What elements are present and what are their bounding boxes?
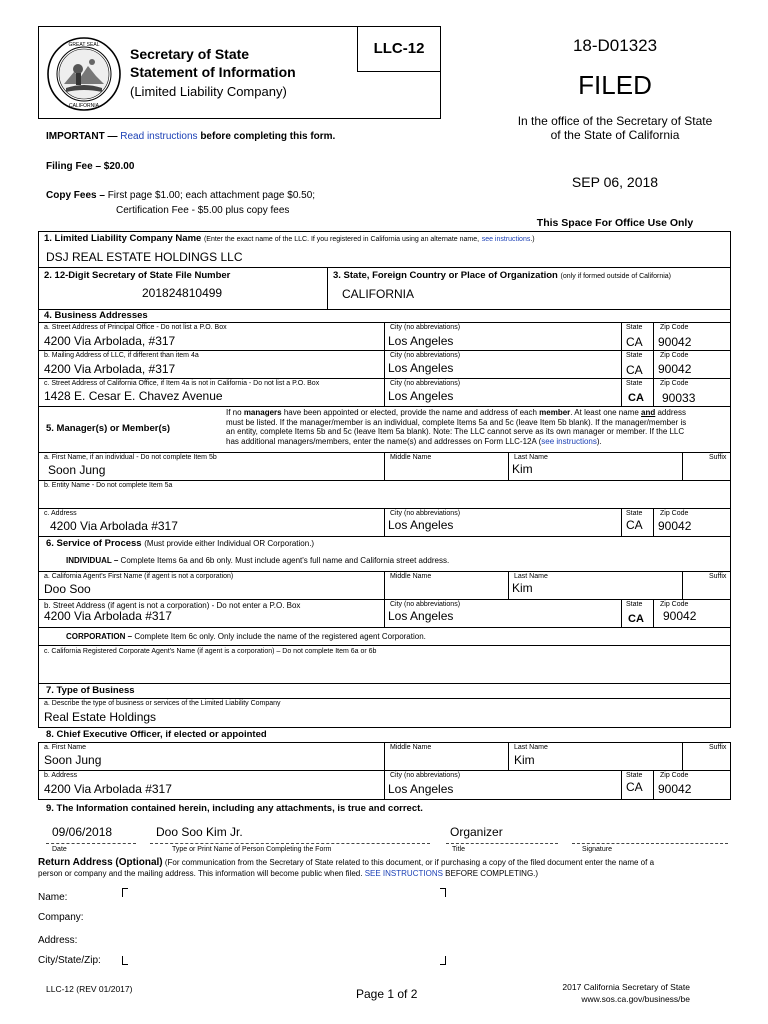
s6-corp-line bbox=[38, 627, 730, 628]
s9-date-underline bbox=[46, 843, 136, 844]
return-text1: (For communication from the Secretary of State related to this document, or if purchasing a copy of the filed document enter the name of a bbox=[164, 858, 655, 867]
s4a-zip-label: Zip Code bbox=[660, 324, 689, 331]
s5a-suffix-label: Suffix bbox=[709, 454, 727, 461]
s6b-zip-divider bbox=[653, 599, 654, 627]
s4b-city[interactable]: Los Angeles bbox=[388, 361, 454, 375]
important-suffix: before completing this form. bbox=[200, 131, 336, 142]
office-use-label: This Space For Office Use Only bbox=[536, 217, 694, 229]
s4a-city[interactable]: Los Angeles bbox=[388, 334, 454, 348]
filed-stamp: FILED bbox=[578, 70, 652, 100]
s5c-state-label: State bbox=[626, 510, 643, 517]
s5c-street[interactable]: 4200 Via Arbolada #317 bbox=[50, 519, 178, 533]
s5-top-line bbox=[38, 406, 730, 407]
s3-label: 3. State, Foreign Country or Place of Organization bbox=[333, 270, 558, 281]
return-address-label: Address: bbox=[38, 935, 78, 946]
s5-note-and: and bbox=[641, 408, 656, 417]
office-line2: of the State of California bbox=[550, 128, 680, 142]
return-address-block bbox=[38, 858, 728, 879]
s4c-city-label: City (no abbreviations) bbox=[390, 380, 461, 387]
s4b-state[interactable]: CA bbox=[626, 363, 643, 377]
s6-corporation-line bbox=[66, 632, 426, 641]
s6a-last-label: Last Name bbox=[514, 573, 548, 580]
s5-see-instructions-link[interactable]: see instructions bbox=[541, 436, 597, 446]
s1-note: (Enter the exact name of the LLC. If you registered in California using an alternate name, bbox=[203, 236, 480, 243]
s5-note-member: member bbox=[539, 408, 571, 417]
s8b-label: b. Address bbox=[44, 772, 78, 779]
important-line bbox=[46, 131, 335, 142]
s6-note: (Must provide either Individual OR Corporation.) bbox=[144, 539, 315, 548]
s6-top-line bbox=[38, 536, 730, 537]
s8b-city[interactable]: Los Angeles bbox=[388, 782, 454, 796]
s6a-middle-label: Middle Name bbox=[390, 573, 432, 580]
s5a-label: a. First Name, if an individual - Do not complete Item 5b bbox=[44, 454, 217, 461]
s5c-city-label: City (no abbreviations) bbox=[390, 510, 461, 517]
s9-name-underline bbox=[150, 843, 430, 844]
s4c-street[interactable]: 1428 E. Cesar E. Chavez Avenue bbox=[44, 389, 223, 403]
s5a-last-divider bbox=[508, 452, 509, 480]
s6b-state[interactable]: CA bbox=[628, 613, 644, 625]
svg-text:GREAT SEAL: GREAT SEAL bbox=[68, 42, 100, 48]
s6a-middle-divider bbox=[384, 571, 385, 599]
s7a-business-type[interactable]: Real Estate Holdings bbox=[44, 710, 157, 724]
title-line1: Secretary of State bbox=[130, 46, 250, 62]
s8a-suffix-label: Suffix bbox=[709, 744, 727, 751]
return-address-fields[interactable] bbox=[122, 888, 448, 968]
s9-title[interactable]: Organizer bbox=[450, 825, 503, 839]
filed-date: SEP 06, 2018 bbox=[571, 174, 659, 190]
s4c-label: c. Street Address of California Office, if Item 4a is not in California - Do not list a P.O. Box bbox=[44, 380, 320, 387]
s5c-state-divider bbox=[621, 508, 622, 536]
s4a-city-label: City (no abbreviations) bbox=[390, 324, 461, 331]
cert-fee: Certification Fee - $5.00 plus copy fees bbox=[116, 205, 290, 216]
s6-label-line bbox=[46, 538, 314, 549]
title-line2: Statement of Information bbox=[130, 64, 296, 80]
s5c-zip-divider bbox=[653, 508, 654, 536]
s9-name[interactable]: Doo Soo Kim Jr. bbox=[156, 825, 243, 839]
file-number: 18-D01323 bbox=[572, 36, 658, 55]
s6b-state-label: State bbox=[626, 601, 643, 608]
s8b-state-label: State bbox=[626, 772, 643, 779]
s4c-state-label: State bbox=[626, 380, 643, 387]
svg-text:CALIFORNIA: CALIFORNIA bbox=[68, 103, 100, 109]
s6c-label: c. California Registered Corporate Agent's Name (if agent is a corporation) – Do not complete Item 6a or 6b bbox=[44, 648, 377, 655]
s8a-suffix-divider bbox=[682, 742, 683, 770]
s5-note-line4-text: has additional managers/members, enter the name(s) and addresses on Form LLC-12A ( bbox=[226, 436, 542, 446]
s8a-last-name[interactable]: Kim bbox=[514, 753, 535, 767]
s5c-city[interactable]: Los Angeles bbox=[388, 518, 454, 532]
s5-note-line1 bbox=[226, 408, 728, 418]
s5c-label: c. Address bbox=[44, 510, 77, 517]
s4c-zip[interactable]: 90033 bbox=[662, 391, 696, 405]
s8-label: 8. Chief Executive Officer, if elected or appointed bbox=[46, 729, 267, 740]
s4a-state-label: State bbox=[626, 324, 643, 331]
s6b-street[interactable]: 4200 Via Arbolada #317 bbox=[44, 609, 172, 623]
state-seal-icon bbox=[46, 36, 122, 112]
s5a-last-name[interactable]: Kim bbox=[512, 462, 533, 476]
s5c-city-divider bbox=[384, 508, 385, 536]
s6b-city-divider bbox=[384, 599, 385, 627]
s3-label-line bbox=[333, 270, 671, 281]
form-code: LLC-12 bbox=[373, 40, 425, 57]
s8a-label: a. First Name bbox=[44, 744, 87, 751]
s6b-city[interactable]: Los Angeles bbox=[388, 609, 454, 623]
s6b-zip[interactable]: 90042 bbox=[663, 609, 697, 623]
s5c-zip[interactable]: 90042 bbox=[658, 519, 692, 533]
s5a-first-name[interactable]: Soon Jung bbox=[48, 463, 106, 477]
s8b-street[interactable]: 4200 Via Arbolada #317 bbox=[44, 782, 172, 796]
s5-note-a: If no bbox=[226, 408, 242, 417]
filing-fee: Filing Fee – $20.00 bbox=[46, 161, 135, 172]
s9-signature-underline[interactable] bbox=[572, 843, 728, 844]
title-line3: (Limited Liability Company) bbox=[130, 84, 287, 99]
s5a-last-label: Last Name bbox=[514, 454, 548, 461]
s8a-middle-divider bbox=[384, 742, 385, 800]
s6c-line bbox=[38, 645, 730, 646]
footer-copyright: 2017 California Secretary of State bbox=[562, 982, 690, 992]
s4a-label: a. Street Address of Principal Office - Do not list a P.O. Box bbox=[44, 324, 227, 331]
s4b-city-label: City (no abbreviations) bbox=[390, 352, 461, 359]
return-line1 bbox=[38, 858, 728, 869]
s5-note-line4 bbox=[226, 437, 728, 447]
s2-file-number[interactable]: 201824810499 bbox=[142, 286, 223, 300]
s5c-state[interactable]: CA bbox=[626, 518, 643, 532]
s5-note-line3: an entity, complete Items 5b and 5c (leave Item 5a blank). Note: The LLC cannot serve as its own manager or member. If the LLC bbox=[226, 427, 685, 436]
s8-top-line bbox=[38, 727, 730, 728]
s4a-state[interactable]: CA bbox=[626, 335, 643, 349]
s4b-state-label: State bbox=[626, 352, 643, 359]
s8b-state[interactable]: CA bbox=[626, 780, 643, 794]
s6-individual-line bbox=[66, 556, 449, 565]
s1-see-instructions-link[interactable]: see instructions bbox=[481, 236, 531, 243]
footer-page: Page 1 of 2 bbox=[356, 987, 418, 1001]
s4a-street[interactable]: 4200 Via Arbolada, #317 bbox=[44, 334, 176, 348]
s1-label-line bbox=[44, 233, 535, 244]
important-prefix: IMPORTANT — bbox=[46, 131, 118, 142]
s6b-zip-label: Zip Code bbox=[660, 601, 689, 608]
s1-top-line bbox=[38, 231, 730, 232]
s6a-label: a. California Agent's First Name (if agent is not a corporation) bbox=[44, 573, 234, 580]
s5-note-b: have been appointed or elected, provide the name and address of each bbox=[283, 408, 537, 417]
s5-note-line2: must be listed. If the manager/member is an individual, complete Items 5a and 5c (leave Item 5b blank). If the manager/member is bbox=[226, 417, 687, 427]
s4-label: 4. Business Addresses bbox=[44, 310, 148, 321]
bracket-bottom-left bbox=[122, 956, 128, 965]
return-company-label: Company: bbox=[38, 912, 84, 923]
s9-name-label: Type or Print Name of Person Completing the Form bbox=[172, 846, 332, 853]
s6-corporation-text: Complete Item 6c only. Only include the name of the registered agent Corporation. bbox=[134, 632, 426, 641]
s8b-zip-divider bbox=[653, 770, 654, 800]
s4-city-divider bbox=[384, 322, 385, 406]
bracket-top-left bbox=[122, 888, 128, 897]
return-see-instructions-link[interactable]: SEE INSTRUCTIONS bbox=[364, 868, 443, 878]
s8a-middle-label: Middle Name bbox=[390, 744, 432, 751]
s1-label: 1. Limited Liability Company Name bbox=[44, 233, 202, 244]
s8b-state-divider bbox=[621, 770, 622, 800]
bracket-top-right bbox=[440, 888, 446, 897]
s4b-zip[interactable]: 90042 bbox=[658, 362, 692, 376]
s6a-first-name[interactable]: Doo Soo bbox=[44, 582, 91, 596]
s6b-city-label: City (no abbreviations) bbox=[390, 601, 461, 608]
s5-note-d: address bbox=[657, 408, 686, 417]
return-label: Return Address (Optional) bbox=[38, 857, 163, 868]
read-instructions-link[interactable]: Read instructions bbox=[120, 131, 198, 142]
s7-label: 7. Type of Business bbox=[46, 685, 135, 696]
s4b-zip-label: Zip Code bbox=[660, 352, 689, 359]
return-line2 bbox=[38, 869, 728, 880]
s5c-zip-label: Zip Code bbox=[660, 510, 689, 517]
s4c-city[interactable]: Los Angeles bbox=[388, 389, 454, 403]
s4b-street[interactable]: 4200 Via Arbolada, #317 bbox=[44, 362, 176, 376]
s5b-line bbox=[38, 480, 730, 481]
s9-date-label: Date bbox=[52, 846, 67, 853]
s4c-state[interactable]: CA bbox=[628, 392, 644, 404]
s6b-label: b. Street Address (if agent is not a corporation) - Do not enter a P.O. Box bbox=[44, 601, 301, 610]
copy-fees bbox=[46, 190, 315, 201]
office-line1: In the office of the Secretary of State bbox=[517, 114, 713, 128]
s6-individual-text: Complete Items 6a and 6b only. Must include agent's full name and California street address. bbox=[120, 556, 450, 565]
s4-zip-divider bbox=[653, 322, 654, 406]
return-text3: BEFORE COMPLETING.) bbox=[445, 868, 539, 878]
s5-note bbox=[226, 408, 728, 446]
s6-corporation-label: CORPORATION – bbox=[66, 632, 133, 641]
s4-state-divider bbox=[621, 322, 622, 406]
s6b-state-divider bbox=[621, 599, 622, 627]
s6a-last-divider bbox=[508, 571, 509, 599]
s1-note-end: .) bbox=[530, 236, 535, 243]
s9-date[interactable]: 09/06/2018 bbox=[52, 825, 113, 839]
s5a-middle-divider bbox=[384, 452, 385, 480]
s8a-last-divider bbox=[508, 742, 509, 770]
s2-label: 2. 12-Digit Secretary of State File Number bbox=[44, 270, 231, 281]
s8a-first-name[interactable]: Soon Jung bbox=[44, 753, 102, 767]
s8a-last-label: Last Name bbox=[514, 744, 548, 751]
s2-s3-divider bbox=[327, 267, 328, 309]
s5a-middle-label: Middle Name bbox=[390, 454, 432, 461]
s5-note-c: . At least one name bbox=[570, 408, 639, 417]
s6-label: 6. Service of Process bbox=[46, 538, 142, 549]
s4a-zip[interactable]: 90042 bbox=[658, 335, 692, 349]
bracket-bottom-right bbox=[440, 956, 446, 965]
s6a-suffix-divider bbox=[682, 571, 683, 599]
footer-revision: LLC-12 (REV 01/2017) bbox=[46, 984, 133, 994]
return-city-label: City/State/Zip: bbox=[38, 955, 101, 966]
s8b-zip-label: Zip Code bbox=[660, 772, 689, 779]
s6-individual-label: INDIVIDUAL – bbox=[66, 556, 119, 565]
s5a-suffix-divider bbox=[682, 452, 683, 480]
footer-url[interactable]: www.sos.ca.gov/business/be bbox=[581, 994, 690, 1004]
s8b-zip[interactable]: 90042 bbox=[658, 782, 692, 796]
s3-note: (only if formed outside of California) bbox=[560, 273, 672, 280]
s7a-label: a. Describe the type of business or services of the Limited Liability Company bbox=[44, 700, 281, 707]
copy-fees-text: First page $1.00; each attachment page $0.50; bbox=[107, 190, 316, 201]
s9-title-underline bbox=[446, 843, 558, 844]
s5-label: 5. Manager(s) or Member(s) bbox=[46, 423, 171, 434]
s9-signature-label: Signature bbox=[582, 846, 612, 853]
s4c-zip-label: Zip Code bbox=[660, 380, 689, 387]
s2-top-line bbox=[38, 267, 730, 268]
form-right-border bbox=[730, 231, 731, 728]
s9-title-label: Title bbox=[452, 846, 465, 853]
s5-note-managers: managers bbox=[243, 408, 282, 417]
s5-note-end: ). bbox=[596, 436, 602, 446]
copy-fees-label: Copy Fees – bbox=[46, 190, 105, 201]
s3-place[interactable]: CALIFORNIA bbox=[342, 287, 415, 301]
s4b-label: b. Mailing Address of LLC, if different than item 4a bbox=[44, 352, 199, 359]
s7a-line bbox=[38, 698, 730, 699]
s9-label: 9. The Information contained herein, including any attachments, is true and correct. bbox=[46, 803, 423, 814]
return-text2: person or company and the mailing address. This information will become public when filed. bbox=[38, 868, 363, 878]
s6a-suffix-label: Suffix bbox=[709, 573, 727, 580]
s1-llc-name[interactable]: DSJ REAL ESTATE HOLDINGS LLC bbox=[46, 250, 243, 264]
s7-top-line bbox=[38, 683, 730, 684]
s8b-city-label: City (no abbreviations) bbox=[390, 772, 461, 779]
s5b-label: b. Entity Name - Do not complete Item 5a bbox=[44, 482, 173, 489]
return-name-label: Name: bbox=[38, 892, 68, 903]
s6a-last-name[interactable]: Kim bbox=[512, 581, 533, 595]
